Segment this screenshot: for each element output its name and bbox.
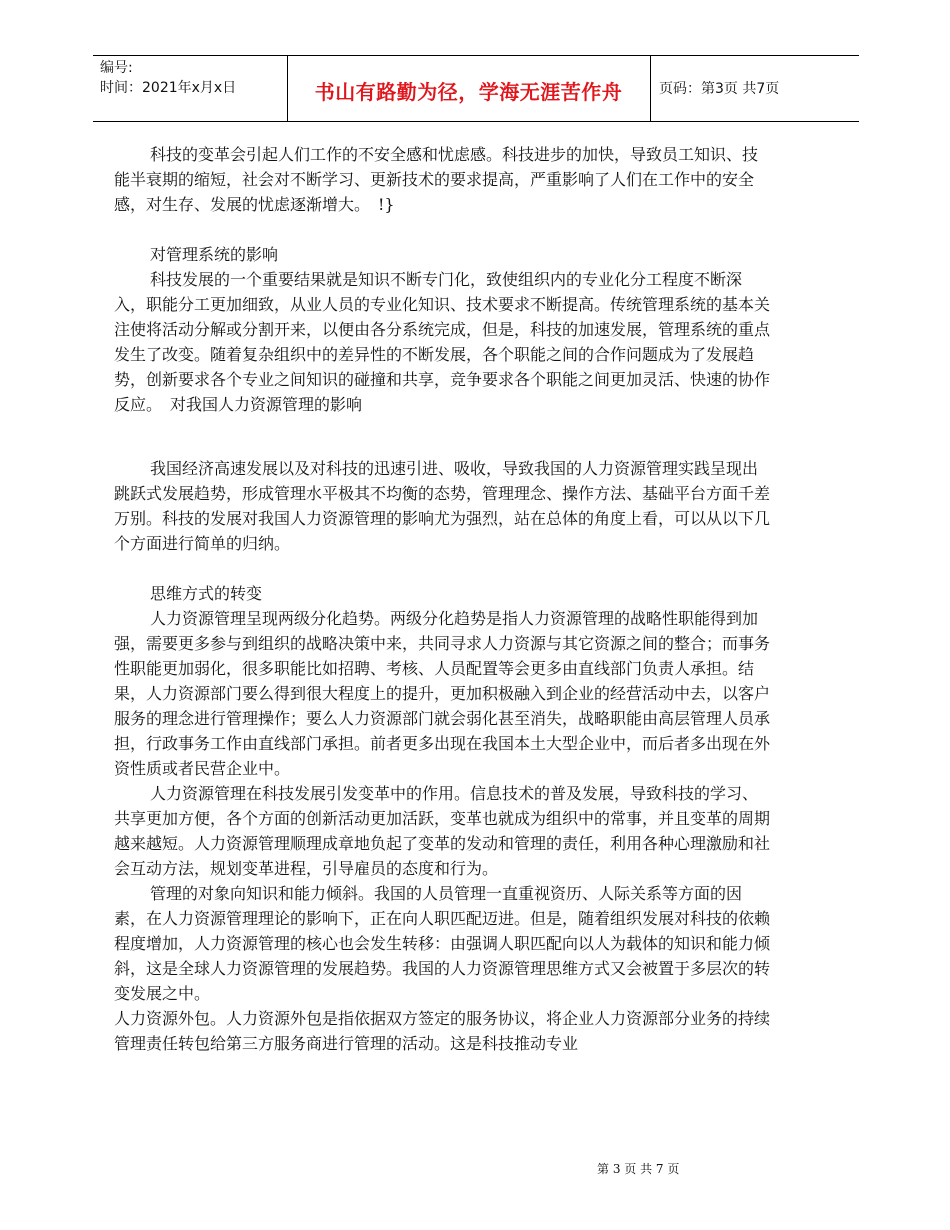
header-meta xyxy=(100,58,236,98)
header-motto: 书山有路勤为径，学海无涯苦作舟 xyxy=(314,80,623,104)
header-page-info: 页码：第3页 共7页 xyxy=(659,81,780,97)
paragraph: 我国经济高速发展以及对科技的迅速引进、吸收，导致我国的人力资源管理实践呈现出跳跃式发展趋势，形成管理水平极其不均衡的态势，管理理念、操作方法、基础平台方面千差万别。科技的发展对我国人力资源管理的影响尤为强烈，站在总体的角度上看，可以从以下几个方面进行简单的归纳。 xyxy=(114,459,771,553)
doc-time-label: 时间：2021年x月x日 xyxy=(100,80,237,96)
section-heading: 对管理系统的影响 xyxy=(150,245,279,264)
paragraph: 人力资源外包。人力资源外包是指依据双方签定的服务协议，将企业人力资源部分业务的持续管理责任转包给第三方服务商进行管理的活动。这是科技推动专业 xyxy=(114,1009,771,1053)
paragraph: 管理的对象向知识和能力倾斜。我国的人员管理一直重视资历、人际关系等方面的因素，在人力资源管理理论的影响下，正在向人职匹配迈进。但是，随着组织发展对科技的依赖程度增加，人力资源管理的核心也会发生转移：由强调人职匹配向以人为载体的知识和能力倾斜，这是全球人力资源管理的发展趋势。我国的人力资源管理思维方式又会被置于多层次的转变发展之中。 xyxy=(114,884,771,1003)
page-footer: 第 3 页 共 7 页 xyxy=(597,1162,680,1176)
header-top-rule xyxy=(93,55,859,56)
header-bottom-rule xyxy=(93,121,859,122)
paragraph: 人力资源管理呈现两级分化趋势。两级分化趋势是指人力资源管理的战略性职能得到加强，需要更多参与到组织的战略决策中来，共同寻求人力资源与其它资源之间的整合；而事务性职能更加弱化，很多职能比如招聘、考核、人员配置等会更多由直线部门负责人承担。结果，人力资源部门要么得到很大程度上的提升，更加积极融入到企业的经营活动中去，以客户服务的理念进行管理操作；要么人力资源部门就会弱化甚至消失，战略职能由高层管理人员承担，行政事务工作由直线部门承担。前者更多出现在我国本土大型企业中，而后者多出现在外资性质或者民营企业中。 xyxy=(114,609,771,778)
paragraph: 科技的变革会引起人们工作的不安全感和忧虑感。科技进步的加快，导致员工知识、技能半衰期的缩短，社会对不断学习、更新技术的要求提高，严重影响了人们在工作中的安全感，对生存、发展的忧虑逐渐增大。 !} xyxy=(114,145,759,214)
document-body xyxy=(114,142,770,1056)
doc-number-label: 编号: xyxy=(100,60,133,76)
section-heading: 思维方式的转变 xyxy=(150,584,263,603)
header-divider-right xyxy=(650,55,651,121)
paragraph: 人力资源管理在科技发展引发变革中的作用。信息技术的普及发展，导致科技的学习、共享更加方便，各个方面的创新活动更加活跃，变革也就成为组织中的常事，并且变革的周期越来越短。人力资源管理顺理成章地负起了变革的发动和管理的责任，利用各种心理激励和社会互动方法，规划变革进程，引导雇员的态度和行为。 xyxy=(114,784,771,878)
paragraph: 科技发展的一个重要结果就是知识不断专门化，致使组织内的专业化分工程度不断深入，职能分工更加细致，从业人员的专业化知识、技术要求不断提高。传统管理系统的基本关注使将活动分解或分割开来，以便由各分系统完成，但是，科技的加速发展，管理系统的重点发生了改变。随着复杂组织中的差异性的不断发展，各个职能之间的合作问题成为了发展趋势，创新要求各个专业之间知识的碰撞和共享，竞争要求各个职能之间更加灵活、快速的协作反应。 对我国人力资源管理的影响 xyxy=(114,270,771,414)
